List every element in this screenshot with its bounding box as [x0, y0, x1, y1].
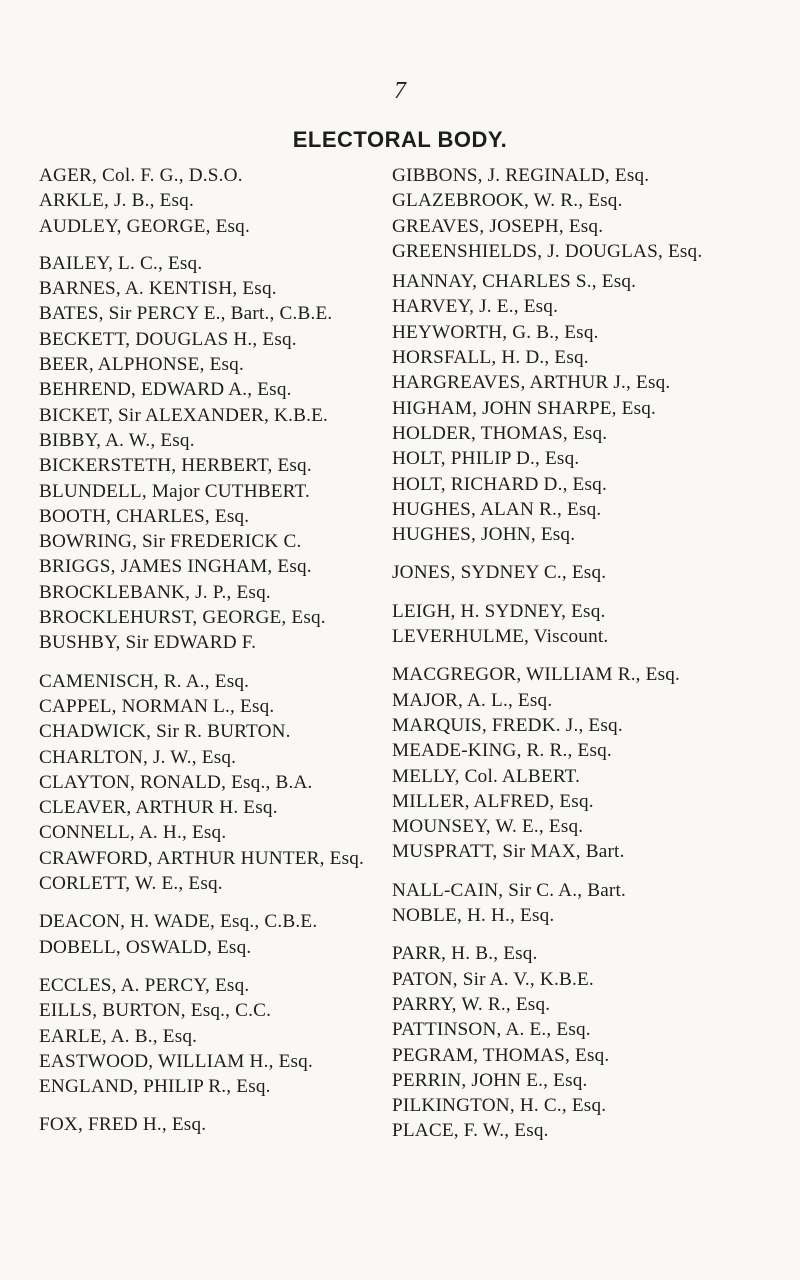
member-entry: BICKET, Sir ALEXANDER, K.B.E.	[39, 404, 328, 426]
name-group	[392, 560, 792, 585]
page-heading: ELECTORAL BODY.	[292, 127, 508, 152]
member-entry: HIGHAM, JOHN SHARPE, Esq.	[392, 397, 657, 419]
member-entry: CAMENISCH, R. A., Esq.	[39, 670, 250, 692]
member-entry: BUSHBY, Sir EDWARD F.	[39, 632, 257, 654]
member-entry: GREENSHIELDS, J. DOUGLAS, Esq.	[392, 240, 703, 262]
member-entry: BEHREND, EDWARD A., Esq.	[39, 379, 292, 401]
name-group	[392, 878, 792, 929]
member-entry: CHARLTON, J. W., Esq.	[39, 746, 237, 768]
member-entry: BROCKLEBANK, J. P., Esq.	[39, 581, 271, 603]
member-entry: CAPPEL, NORMAN L., Esq.	[39, 695, 275, 717]
name-group	[39, 251, 394, 656]
left-column	[39, 163, 394, 1138]
member-entry: PARRY, W. R., Esq.	[392, 993, 551, 1015]
right-column	[392, 163, 792, 1144]
name-group	[392, 163, 792, 264]
member-entry: MELLY, Col. ALBERT.	[392, 765, 581, 787]
member-entry: FOX, FRED H., Esq.	[39, 1114, 207, 1136]
member-entry: NOBLE, H. H., Esq.	[392, 905, 555, 927]
member-entry: HOLT, PHILIP D., Esq.	[392, 448, 580, 470]
member-entry: ENGLAND, PHILIP R., Esq.	[39, 1076, 271, 1098]
member-entry: BAILEY, L. C., Esq.	[39, 252, 203, 274]
member-entry: PARR, H. B., Esq.	[392, 943, 538, 965]
member-entry: MILLER, ALFRED, Esq.	[392, 790, 594, 812]
member-entry: ARKLE, J. B., Esq.	[39, 190, 194, 212]
member-entry: BOOTH, CHARLES, Esq.	[39, 505, 250, 527]
member-entry: BOWRING, Sir FREDERICK C.	[39, 531, 302, 553]
member-entry: PATON, Sir A. V., K.B.E.	[392, 968, 594, 990]
member-entry: DEACON, H. WADE, Esq., C.B.E.	[39, 911, 318, 933]
member-entry: HARGREAVES, ARTHUR J., Esq.	[392, 372, 671, 394]
member-entry: CONNELL, A. H., Esq.	[39, 822, 227, 844]
member-entry: CORLETT, W. E., Esq.	[39, 873, 223, 895]
name-group	[39, 669, 394, 897]
member-entry: DOBELL, OSWALD, Esq.	[39, 936, 252, 958]
member-entry: AGER, Col. F. G., D.S.O.	[39, 165, 243, 186]
member-entry: HORSFALL, H. D., Esq.	[392, 347, 589, 369]
member-entry: LEVERHULME, Viscount.	[392, 626, 609, 648]
member-entry: GIBBONS, J. REGINALD, Esq.	[392, 165, 650, 186]
member-entry: CRAWFORD, ARTHUR HUNTER, Esq.	[39, 847, 365, 869]
name-group	[392, 269, 792, 547]
member-entry: HUGHES, ALAN R., Esq.	[392, 498, 602, 520]
member-entry: EARLE, A. B., Esq.	[39, 1025, 198, 1047]
member-entry: HOLT, RICHARD D., Esq.	[392, 473, 607, 495]
member-entry: ECCLES, A. PERCY, Esq.	[39, 974, 250, 996]
name-group	[39, 973, 394, 1099]
member-entry: MUSPRATT, Sir MAX, Bart.	[392, 841, 625, 863]
member-entry: HARVEY, J. E., Esq.	[392, 296, 559, 318]
member-entry: JONES, SYDNEY C., Esq.	[392, 562, 607, 584]
page-number: 7	[394, 78, 406, 104]
member-entry: EILLS, BURTON, Esq., C.C.	[39, 1000, 272, 1022]
member-entry: CLEAVER, ARTHUR H. Esq.	[39, 797, 278, 819]
member-entry: MARQUIS, FREDK. J., Esq.	[392, 714, 623, 736]
member-entry: AUDLEY, GEORGE, Esq.	[39, 215, 250, 237]
member-entry: PLACE, F. W., Esq.	[392, 1120, 549, 1142]
member-entry: PERRIN, JOHN E., Esq.	[392, 1069, 588, 1091]
member-entry: MAJOR, A. L., Esq.	[392, 689, 553, 711]
member-entry: EASTWOOD, WILLIAM H., Esq.	[39, 1050, 313, 1072]
member-entry: CHADWICK, Sir R. BURTON.	[39, 721, 291, 743]
member-entry: BLUNDELL, Major CUTHBERT.	[39, 480, 311, 502]
name-group	[39, 1112, 394, 1137]
member-entry: LEIGH, H. SYDNEY, Esq.	[392, 600, 606, 622]
member-entry: PATTINSON, A. E., Esq.	[392, 1019, 591, 1041]
name-group	[392, 941, 792, 1143]
name-group	[392, 599, 792, 650]
member-entry: HANNAY, CHARLES S., Esq.	[392, 271, 637, 293]
member-entry: BICKERSTETH, HERBERT, Esq.	[39, 455, 312, 477]
name-group	[39, 163, 394, 239]
member-entry: PILKINGTON, H. C., Esq.	[392, 1095, 607, 1117]
member-entry: BEER, ALPHONSE, Esq.	[39, 354, 244, 376]
member-entry: BROCKLEHURST, GEORGE, Esq.	[39, 607, 326, 629]
member-entry: HOLDER, THOMAS, Esq.	[392, 422, 608, 444]
name-group	[39, 909, 394, 960]
member-entry: CLAYTON, RONALD, Esq., B.A.	[39, 771, 313, 793]
member-entry: BRIGGS, JAMES INGHAM, Esq.	[39, 556, 312, 578]
member-entry: GREAVES, JOSEPH, Esq.	[392, 215, 604, 237]
member-entry: MOUNSEY, W. E., Esq.	[392, 816, 584, 838]
member-entry: MEADE-KING, R. R., Esq.	[392, 740, 612, 762]
member-entry: BECKETT, DOUGLAS H., Esq.	[39, 328, 297, 350]
member-entry: HEYWORTH, G. B., Esq.	[392, 321, 599, 343]
member-entry: BARNES, A. KENTISH, Esq.	[39, 278, 277, 300]
member-entry: GLAZEBROOK, W. R., Esq.	[392, 190, 623, 212]
member-entry: MACGREGOR, WILLIAM R., Esq.	[392, 664, 681, 686]
member-entry: BATES, Sir PERCY E., Bart., C.B.E.	[39, 303, 333, 325]
member-entry: PEGRAM, THOMAS, Esq.	[392, 1044, 610, 1066]
member-entry: HUGHES, JOHN, Esq.	[392, 524, 576, 546]
name-group	[392, 662, 792, 864]
member-entry: BIBBY, A. W., Esq.	[39, 429, 195, 451]
member-entry: NALL-CAIN, Sir C. A., Bart.	[392, 879, 627, 901]
